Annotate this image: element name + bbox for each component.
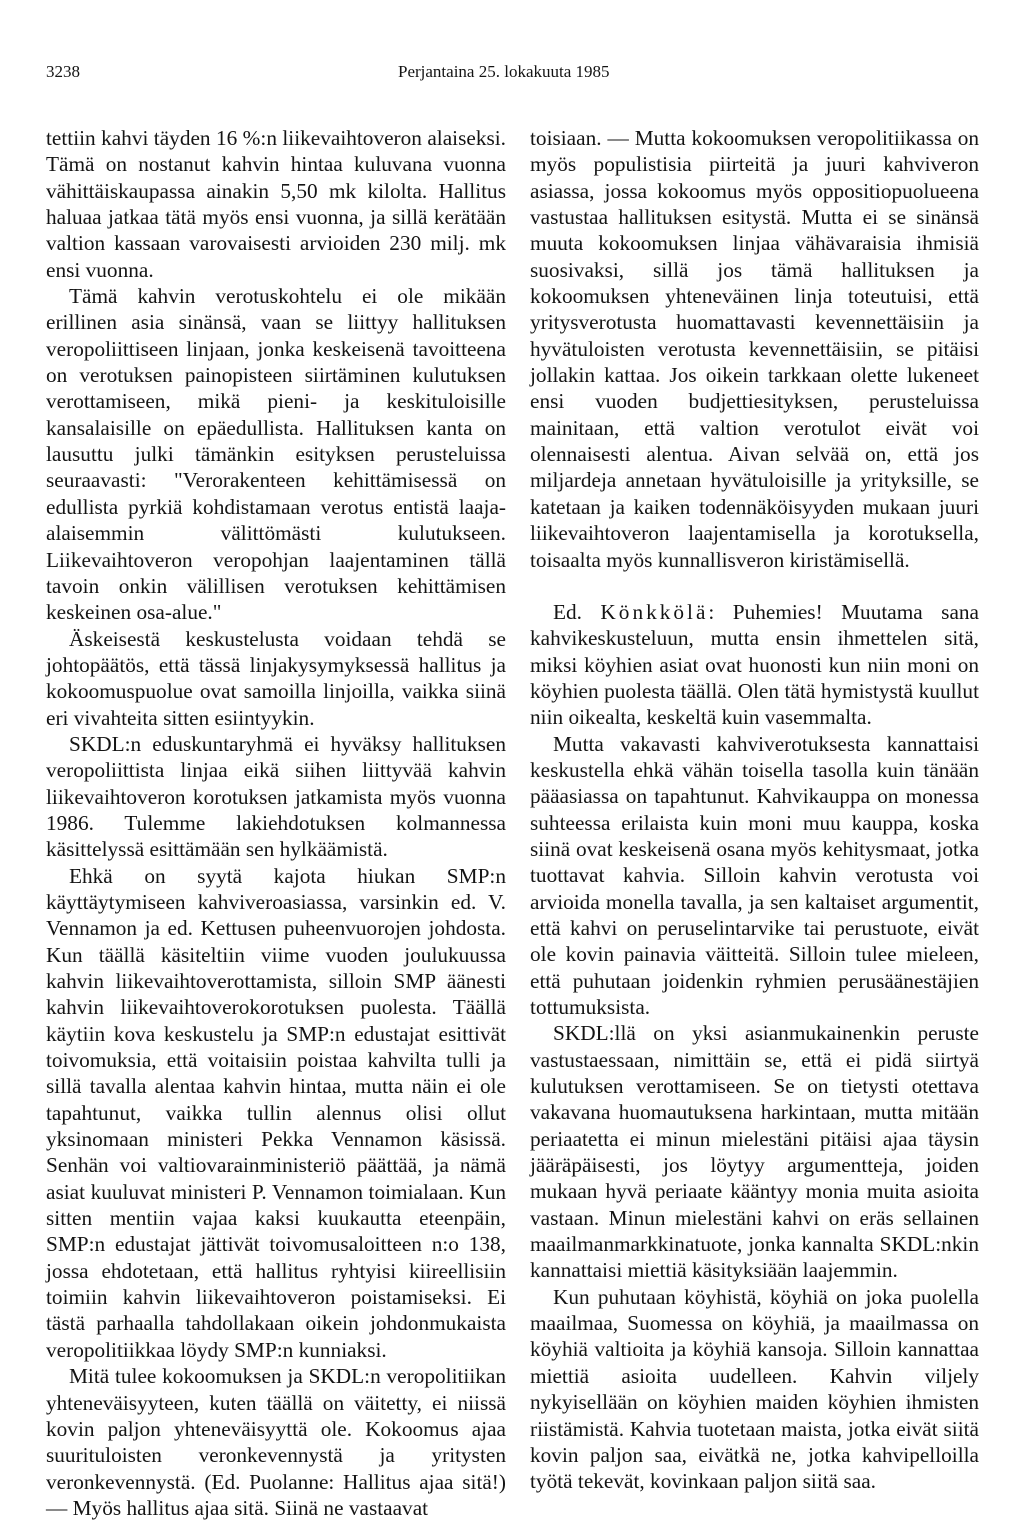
paragraph: Mitä tulee kokoomuksen ja SKDL:n veropolitiikan yhteneväisyyteen, kuten täällä on väitetty, ei niissä kovin paljon yhteneväisyyttä ole. Kokoomus ajaa suurituloisten veronkevennystä ja yritysten veronkevennystä. (Ed. Puolanne: Hallitus ajaa sitä!) — Myös hallitus ajaa sitä. Siinä ne vastaavat xyxy=(46,1364,506,1520)
speaker-paragraph xyxy=(530,599,979,731)
speaker-name: Könkkölä xyxy=(600,599,709,624)
paragraph: SKDL:llä on yksi asianmukainenkin peruste vastustaessaan, nimittäin se, että ei pidä siirtyä kulutuksen verottamiseen. Se on tietysti otettava vakavana huomautuksena harkintaan, mutta mitään periaatetta ei minun mielestäni pitäisi ajaa täysin jääräpäisesti, jos löytyy argumentteja, joiden mukaan hyvä periaate kääntyy monia muita asioita vastaan. Minun mielestäni kahvi on eräs sellainen maailmanmarkkinatuote, jonka kannalta SKDL:nkin kannattaisi miettiä käsityksiään laajemmin. xyxy=(530,1021,979,1283)
left-column xyxy=(46,125,506,1521)
page-header xyxy=(46,62,986,86)
paragraph: Tämä kahvin verotuskohtelu ei ole mikään erillinen asia sinänsä, vaan se liittyy hallituksen veropoliittiseen linjaan, jonka keskeisenä tavoitteena on verotuksen painopisteen siirtäminen kulutuksen verottamiseen, mikä pieni- ja keskituloisille kansalaisille on epäedullista. Hallituksen kanta on lausuttu julki tämänkin esityksen perusteluissa seuraavasti: "Verorakenteen kehittämisessä on edullista pyrkiä kohdistamaan verotus entistä laaja-alaisemmin välittömästi kulutukseen. Liikevaihtoveron veropohjan laajentaminen tällä tavoin onkin välillisen verotuksen kehittämisen keskeinen osa-alue." xyxy=(46,284,506,625)
page-date: Perjantaina 25. lokakuuta 1985 xyxy=(398,62,610,81)
paragraph: toisiaan. — Mutta kokoomuksen veropolitiikassa on myös populistisia piirteitä ja juuri kahviveron asiassa, jossa kokoomus myös oppositiopuolueena vastustaa hallituksen esitystä. Mutta ei se sinänsä muuta kokoomuksen linjaa vähävaraisia ihmisiä suosivaksi, sillä jos tämä hallituksen ja kokoomuksen yhteneväinen linja toteutuisi, että yritysverotusta huomattavasti kevennettäisiin ja hyvätuloisten verotusta kevennettäisiin, se pitäisi jollakin kattaa. Jos oikein tarkkaan olette lukeneet ensi vuoden budjettiesityksen, perusteluissa mainitaan, että valtion verotulot eivät voi olennaisesti alentua. Aivan selvää on, että jos miljardeja annetaan hyvätuloisille ja yrityksille, se katetaan ja kaiken todennäköisyyden mukaan juuri liikevaihtoveron laajentamisella ja korotuksella, toisaalta myös kunnallisveron kiristämisellä. xyxy=(530,126,979,572)
paragraph: Kun puhutaan köyhistä, köyhiä on joka puolella maailmaa, Suomessa on köyhiä, ja maailmassa on köyhiä valtioita ja köyhiä kansoja. Silloin kannattaa miettiä asioita uudelleen. Kahvin viljely nykyisellään on köyhien maiden köyhien ihmisten riistämistä. Kahvia tuotetaan maista, jotka eivät siitä kovin paljon saa, eivätkä ne, jotka kahvipelloilla työtä tekevät, kovinkaan paljon siitä saa. xyxy=(530,1284,979,1494)
page-number: 3238 xyxy=(46,62,80,81)
paragraph: tettiin kahvi täyden 16 %:n liikevaihtoveron alaiseksi. Tämä on nostanut kahvin hintaa kuluvana vuonna vähittäiskaupassa ainakin 5,50 mk kilolta. Hallitus haluaa jatkaa tätä myös ensi vuonna, ja sillä kerätään valtion kassaan varovaisesti arvioiden 230 milj. mk ensi vuonna. xyxy=(46,126,506,282)
paragraph: SKDL:n eduskuntaryhmä ei hyväksy hallituksen veropoliittista linjaa eikä siihen liittyvää kahvin liikevaihtoveron korotuksen jatkamista myös vuonna 1986. Tulemme lakiehdotuksen kolmannessa käsittelyssä esittämään sen hylkäämistä. xyxy=(46,731,506,862)
speaker-prefix: Ed. xyxy=(553,599,601,624)
paragraph: Äskeisestä keskustelusta voidaan tehdä se johtopäätös, että tässä linjakysymyksessä hallitus ja kokoomuspuolue ovat samoilla linjoilla, vaikka siinä eri vivahteita sitten esiintyykin. xyxy=(46,626,506,730)
paragraph: Ehkä on syytä kajota hiukan SMP:n käyttäytymiseen kahviveroasiassa, varsinkin ed. V. Vennamon ja ed. Kettusen puheenvuorojen johdosta. Kun täällä käsiteltiin viime vuoden joulukuussa kahvin liikevaihtoverottamista, silloin SMP äänesti kahvin liikevaihtoverokorotuksen puolesta. Täällä käytiin kova keskustelu ja SMP:n edustajat esittivät toivomuksia, että voitaisiin poistaa kahvilta tulli ja sillä tavalla alentaa kahvin hintaa, mutta näin ei ole tapahtunut, vaikka tullin alennus olisi ollut yksinomaan ministeri Pekka Vennamon käsissä. Senhän voi valtiovarainministeriö päättää, ja nämä asiat kuuluvat ministeri P. Vennamon toimialaan. Kun sitten mentiin vajaa kaksi kuukautta eteenpäin, SMP:n edustajat jättivät toivomusaloitteen n:o 138, jossa ehdotetaan, että hallitus ryhtyisi kiireellisiin toimiin kahvin liikevaihtoveron poistamiseksi. Ei tästä parhaalla tahdollakaan oikein johdonmukaista veropolitiikkaa löydy SMP:n kunniaksi. xyxy=(46,863,506,1362)
right-column xyxy=(530,125,979,1495)
speech-text: : Puhemies! Muutama sana kahvikeskusteluun, mutta ensin ihmettelen sitä, miksi köyhien asiat ovat huonosti kun niin moni on köyhien puolesta täällä. Olen tätä hymistystä kuullut niin oikealta, keskeltä kuin vasemmalta. xyxy=(530,599,979,730)
paragraph: Mutta vakavasti kahviverotuksesta kannattaisi keskustella ehkä vähän toisella tasolla kuin tänään pääasiassa on tapahtunut. Kahvikauppa on monessa suhteessa erilaista kuin moni muu kauppa, koska siinä ovat keskeisenä osana myös kehitysmaat, jotka tuottavat kahvia. Silloin kahvin verotusta voi arvioida monella tavalla, ja sen kaltaiset argumentit, että kahvi on peruselintarvike tai perustuote, eivät ole kovin painavia väitteitä. Silloin tulee mieleen, että puhutaan joidenkin ryhmien perusäänestäjien tottumuksista. xyxy=(530,731,979,1019)
